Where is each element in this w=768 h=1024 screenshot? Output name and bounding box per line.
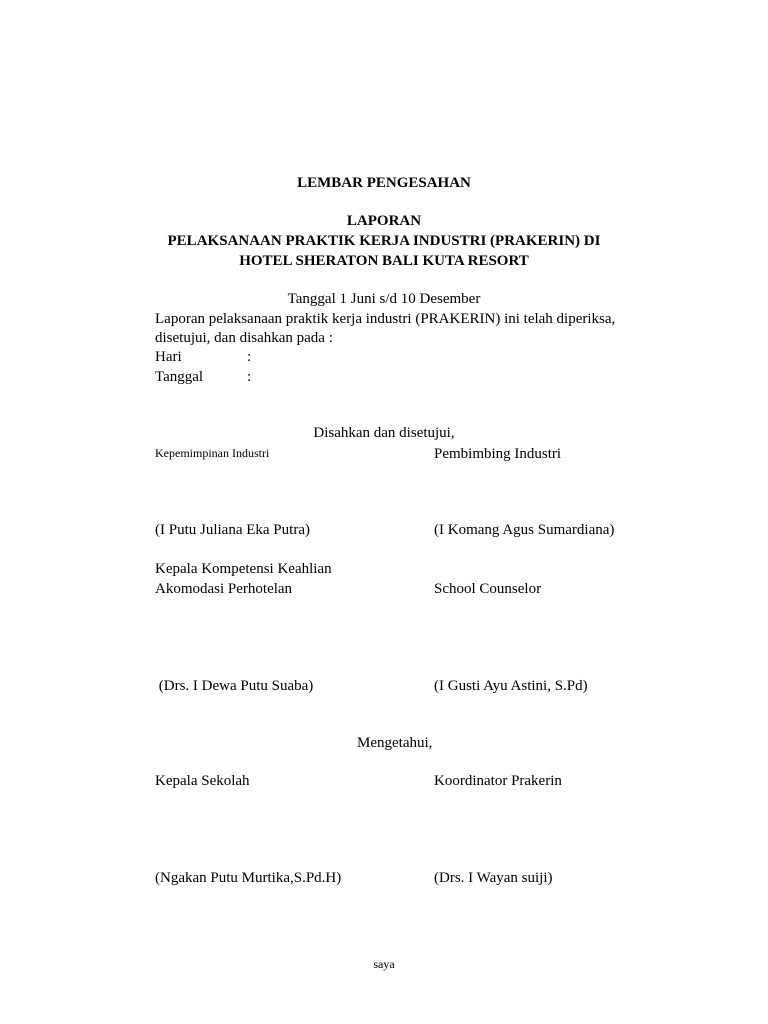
industry-leader-name: (I Putu Juliana Eka Putra) [155, 522, 310, 538]
hari-label: Hari [155, 349, 182, 365]
school-counselor-name: (I Gusti Ayu Astini, S.Pd) [434, 678, 588, 694]
page-title: LEMBAR PENGESAHAN [297, 175, 471, 191]
principal-role: Kepala Sekolah [155, 773, 250, 789]
acknowledgement-heading: Mengetahui, [357, 735, 433, 751]
competency-head-role-line-2: Akomodasi Perhotelan [155, 581, 293, 597]
intro-line-2: disetujui, dan disahkan pada : [155, 330, 333, 346]
school-counselor-role: School Counselor [434, 581, 542, 597]
tanggal-label: Tanggal [155, 369, 204, 385]
hari-colon: : [247, 349, 252, 365]
report-title-line-1: PELAKSANAAN PRAKTIK KERJA INDUSTRI (PRAKERIN) DI [167, 233, 601, 249]
competency-head-name: (Drs. I Dewa Putu Suaba) [155, 678, 314, 694]
intro-line-1: Laporan pelaksanaan praktik kerja industri (PRAKERIN) ini telah diperiksa, [155, 311, 616, 327]
industry-supervisor-role: Pembimbing Industri [434, 446, 562, 462]
report-title-line-2: HOTEL SHERATON BALI KUTA RESORT [239, 253, 529, 269]
industry-leader-role: Kepemimpinan Industri [155, 446, 270, 460]
report-label: LAPORAN [346, 213, 422, 229]
coordinator-role: Koordinator Prakerin [434, 773, 562, 789]
competency-head-role-line-1: Kepala Kompetensi Keahlian [155, 561, 332, 577]
tanggal-colon: : [247, 369, 252, 385]
approval-heading: Disahkan dan disetujui, [313, 425, 455, 441]
principal-name: (Ngakan Putu Murtika,S.Pd.H) [155, 870, 342, 886]
industry-supervisor-name: (I Komang Agus Sumardiana) [434, 522, 615, 538]
footer-text: saya [373, 957, 395, 971]
coordinator-name: (Drs. I Wayan suiji) [434, 870, 553, 886]
period-text: Tanggal 1 Juni s/d 10 Desember [287, 291, 481, 307]
